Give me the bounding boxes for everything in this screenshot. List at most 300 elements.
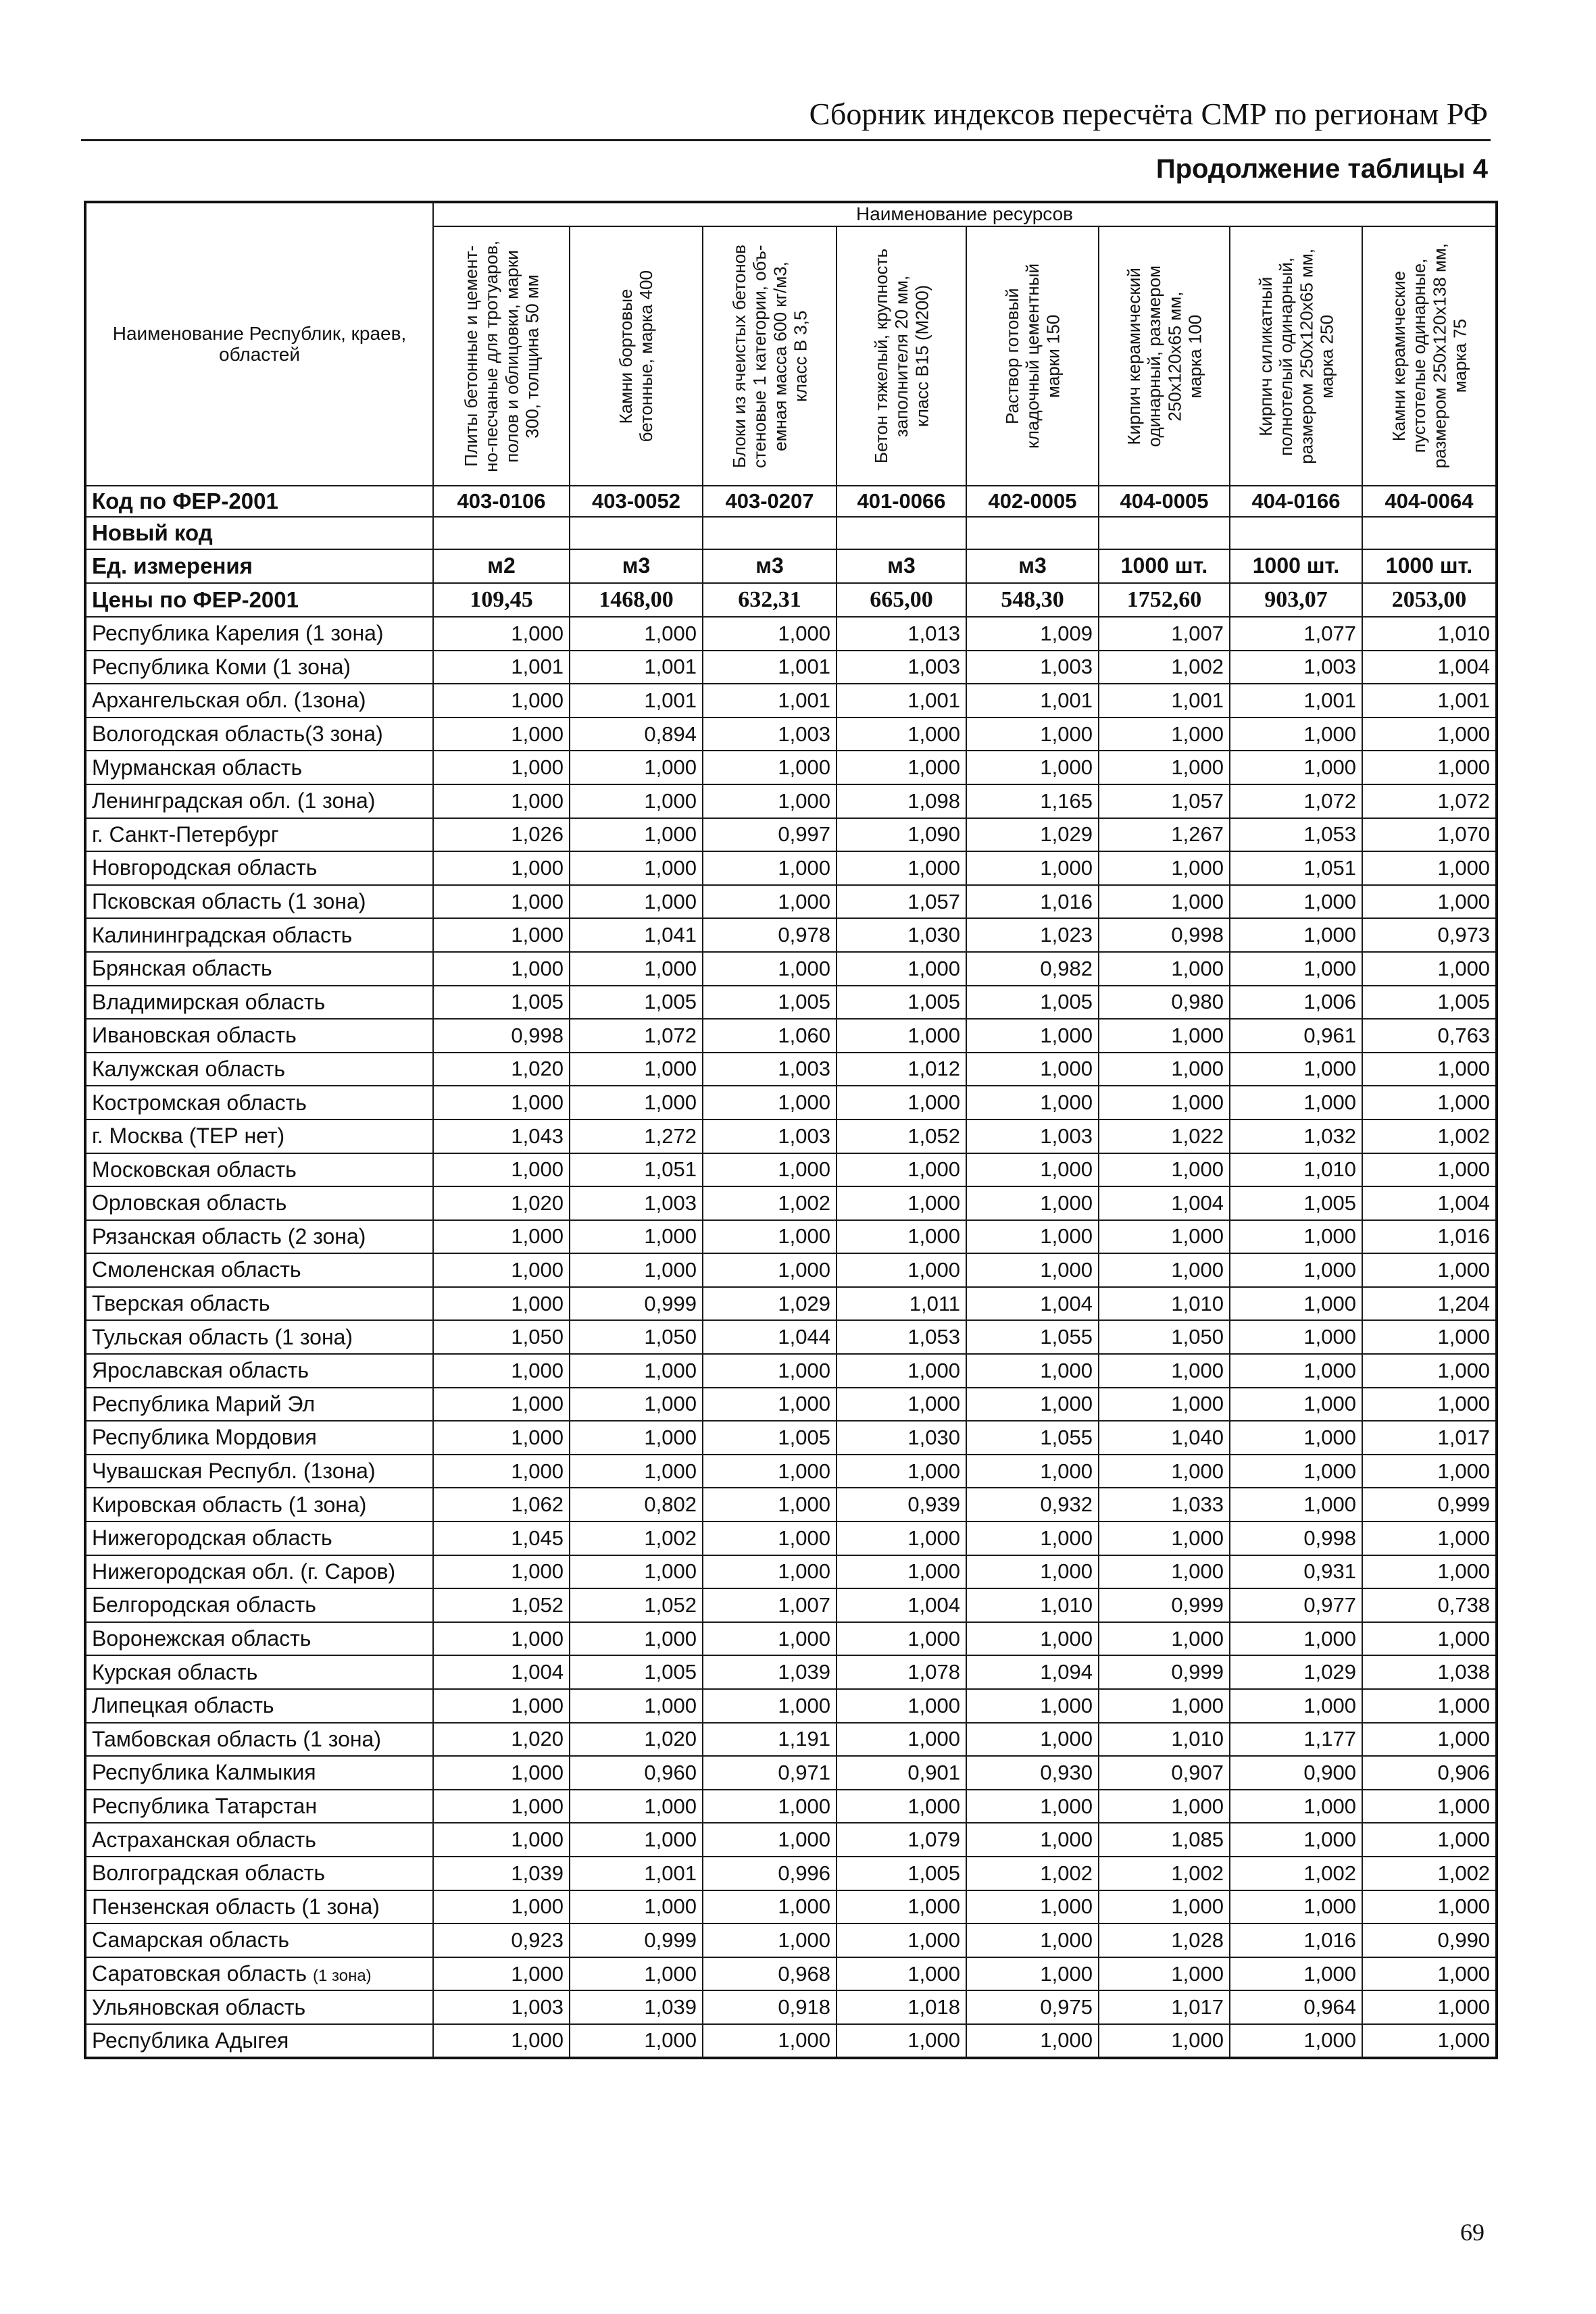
region-name: Курская область [92,1659,258,1684]
coefficient-cell: 1,003 [966,1120,1099,1153]
coefficient-cell: 1,000 [1362,952,1497,986]
coefficient-cell: 1,072 [1230,784,1362,818]
region-name: Вологодская область(3 зона) [92,721,383,746]
coefficient-cell: 1,044 [703,1320,837,1354]
resource-name [871,249,932,463]
coefficient-cell: 1,000 [966,2024,1099,2058]
coefficient-cell: 1,010 [1362,617,1497,651]
region-cell [85,1622,433,1656]
price-cell: 548,30 [966,583,1099,617]
coefficient-cell: 1,018 [837,1990,966,2024]
coefficient-cell: 1,005 [1362,986,1497,1020]
coefficient-cell: 1,003 [570,1186,703,1220]
coefficient-cell: 1,057 [1099,784,1230,818]
coefficient-cell: 1,000 [703,1388,837,1422]
coefficient-cell: 1,000 [837,1521,966,1555]
coefficient-cell: 1,000 [837,1186,966,1220]
coefficient-cell: 1,070 [1362,818,1497,852]
unit-cell: м3 [966,549,1099,583]
region-cell [85,1153,433,1187]
coefficient-cell: 1,000 [570,1053,703,1086]
coefficient-cell: 1,000 [1362,1689,1497,1723]
coefficient-cell: 1,020 [433,1053,570,1086]
region-cell [85,1723,433,1757]
resources-header-row [85,202,1497,226]
coefficient-cell: 1,098 [837,784,966,818]
coefficient-cell: 1,000 [966,718,1099,751]
coefficient-cell: 1,000 [1230,1689,1362,1723]
price-label: Цены по ФЕР-2001 [85,583,433,617]
coefficient-cell: 1,000 [1099,1455,1230,1488]
coefficient-cell: 1,000 [966,1455,1099,1488]
region-name: Чувашская Республ. (1зона) [92,1459,376,1484]
coefficient-cell: 0,802 [570,1488,703,1521]
fer-code-label: Код по ФЕР-2001 [85,486,433,517]
resource-header-cell [1099,226,1230,486]
coefficient-cell: 1,000 [570,1555,703,1589]
coefficient-cell: 1,000 [570,751,703,784]
coefficient-cell: 1,000 [1230,1388,1362,1422]
resource-name-line: емная масса 600 кг/м3, [770,261,790,451]
coefficient-cell: 1,000 [1099,1521,1230,1555]
coefficient-cell: 1,050 [1099,1320,1230,1354]
coefficient-cell: 1,001 [1230,684,1362,718]
region-cell [85,718,433,751]
resource-header-cell [570,226,703,486]
region-cell [85,1890,433,1924]
coefficient-cell: 1,000 [433,918,570,952]
coefficient-cell: 1,000 [1099,1689,1230,1723]
resource-name-line: марка 250 [1316,314,1337,398]
coefficient-cell: 1,000 [966,851,1099,885]
table-row [85,1756,1497,1790]
coefficient-cell: 1,000 [703,851,837,885]
region-name: Белгородская область [92,1592,316,1617]
coefficient-cell: 1,010 [1230,1153,1362,1187]
resource-name-line: марка 100 [1184,314,1205,398]
coefficient-cell: 1,000 [570,1790,703,1823]
coefficient-cell: 1,000 [433,1153,570,1187]
coefficient-cell: 1,000 [1362,2024,1497,2058]
coefficient-cell: 1,000 [433,952,570,986]
coefficient-cell: 1,017 [1362,1421,1497,1455]
coefficient-cell: 1,000 [966,1153,1099,1187]
coefficient-cell: 1,005 [1230,1186,1362,1220]
region-name: Тамбовская область (1 зона) [92,1726,381,1751]
coefficient-cell: 1,000 [703,1555,837,1589]
region-name: Ленинградская обл. (1 зона) [92,788,376,813]
region-name: Калужская область [92,1056,286,1081]
region-cell [85,1521,433,1555]
table-row [85,1555,1497,1589]
coefficient-cell: 1,000 [1230,885,1362,919]
coefficient-cell: 1,000 [433,1455,570,1488]
resource-name [1002,263,1063,449]
table-row [85,1890,1497,1924]
coefficient-cell: 1,000 [703,952,837,986]
region-cell [85,1220,433,1254]
new-code-cell [703,517,837,549]
coefficient-cell: 1,000 [570,1622,703,1656]
coefficient-cell: 1,010 [1099,1723,1230,1757]
resource-name-line: размером 250х120х138 мм, [1429,243,1450,469]
coefficient-cell: 1,000 [966,1823,1099,1857]
coefficient-cell: 1,191 [703,1723,837,1757]
coefficient-cell: 1,000 [966,1354,1099,1388]
region-name: Владимирская область [92,989,326,1014]
coefficient-cell: 1,000 [433,1220,570,1254]
region-name: Архангельская обл. (1зона) [92,688,366,713]
coefficient-cell: 1,023 [966,918,1099,952]
table-row [85,1320,1497,1354]
table-row [85,1588,1497,1622]
coefficient-cell: 0,999 [570,1923,703,1957]
coefficient-cell: 1,000 [433,751,570,784]
coefficient-cell: 1,003 [837,651,966,684]
coefficient-cell: 1,000 [433,1689,570,1723]
coefficient-cell: 1,030 [837,918,966,952]
unit-row [85,549,1497,583]
coefficient-cell: 1,000 [1099,1388,1230,1422]
fer-code-cell: 403-0106 [433,486,570,517]
new-code-cell [1362,517,1497,549]
new-code-label: Новый код [85,517,433,549]
coefficient-cell: 0,900 [1230,1756,1362,1790]
region-name: Мурманская область [92,755,303,780]
region-cell [85,617,433,651]
coefficient-cell: 0,901 [837,1756,966,1790]
coefficient-cell: 1,000 [433,1287,570,1321]
coefficient-cell: 1,000 [1099,718,1230,751]
resource-name-line: Блоки из ячеистых бетонов [728,244,749,468]
coefficient-cell: 1,000 [837,1890,966,1924]
region-name: Нижегородская область [92,1526,332,1551]
region-cell [85,1555,433,1589]
coefficient-cell: 1,090 [837,818,966,852]
coefficient-cell: 1,051 [1230,851,1362,885]
coefficient-cell: 1,000 [1099,751,1230,784]
unit-cell: 1000 шт. [1230,549,1362,583]
coefficient-cell: 1,000 [1099,1220,1230,1254]
coefficient-cell: 1,000 [966,1253,1099,1287]
coefficient-cell: 1,000 [433,851,570,885]
region-cell [85,1053,433,1086]
region-cell [85,1120,433,1153]
resource-name-line: полов и облицовки, марки [501,249,522,463]
region-name: Московская область [92,1157,297,1182]
coefficient-cell: 1,002 [703,1186,837,1220]
region-name: Республика Марий Эл [92,1391,316,1416]
resource-name-line: класс В15 (М200) [912,284,932,428]
coefficient-cell: 1,000 [703,1354,837,1388]
resource-name-line: Бетон тяжелый, крупность [870,248,891,464]
fer-code-cell: 404-0064 [1362,486,1497,517]
coefficient-cell: 1,000 [837,1220,966,1254]
coefficient-cell: 1,041 [570,918,703,952]
coefficient-cell: 1,000 [703,1890,837,1924]
table-row [85,718,1497,751]
coefficient-cell: 1,003 [703,718,837,751]
price-cell: 2053,00 [1362,583,1497,617]
coefficient-cell: 1,000 [1362,1890,1497,1924]
region-name: Воронежская область [92,1626,311,1651]
coefficient-cell: 1,007 [703,1588,837,1622]
coefficient-cell: 1,060 [703,1019,837,1053]
region-name: Пензенская область (1 зона) [92,1894,380,1919]
region-zone-note: (1 зона) [312,1966,372,1985]
new-code-cell [433,517,570,549]
new-code-cell [1230,517,1362,549]
coefficient-cell: 0,894 [570,718,703,751]
coefficient-cell: 1,000 [703,2024,837,2058]
region-cell [85,751,433,784]
coefficient-cell: 1,000 [966,1388,1099,1422]
table-row [85,1823,1497,1857]
region-name: Калининградская область [92,922,353,947]
coefficient-cell: 1,000 [1230,1455,1362,1488]
coefficient-cell: 0,980 [1099,986,1230,1020]
region-name: Тверская область [92,1291,270,1316]
coefficient-cell: 1,000 [1099,1153,1230,1187]
regional-index-table [84,201,1498,2059]
coefficient-cell: 1,000 [837,1790,966,1823]
new-code-cell [966,517,1099,549]
coefficient-cell: 1,000 [1362,1521,1497,1555]
coefficient-cell: 1,000 [837,1622,966,1656]
region-name: Астраханская область [92,1827,316,1852]
coefficient-cell: 1,016 [1362,1220,1497,1254]
coefficient-cell: 1,004 [1099,1186,1230,1220]
coefficient-cell: 1,165 [966,784,1099,818]
region-header-line: областей [219,343,300,365]
region-name: Ивановская область [92,1023,297,1048]
coefficient-cell: 1,003 [703,1053,837,1086]
table-row [85,1923,1497,1957]
coefficient-cell: 1,000 [1099,851,1230,885]
resource-name [1389,243,1470,468]
coefficient-cell: 1,000 [1362,1320,1497,1354]
coefficient-cell: 1,000 [966,1923,1099,1957]
coefficient-cell: 1,045 [433,1521,570,1555]
table-row [85,2024,1497,2058]
coefficient-cell: 1,000 [837,718,966,751]
coefficient-cell: 1,000 [570,1823,703,1857]
table-row [85,851,1497,885]
region-cell [85,1488,433,1521]
coefficient-cell: 1,000 [703,1790,837,1823]
coefficient-cell: 1,016 [1230,1923,1362,1957]
resource-name-line: полнотелый одинарный, [1275,257,1296,455]
coefficient-cell: 1,050 [433,1320,570,1354]
coefficient-cell: 1,000 [570,1689,703,1723]
price-cell: 1468,00 [570,583,703,617]
coefficient-cell: 1,000 [570,617,703,651]
region-cell [85,1990,433,2024]
coefficient-cell: 1,000 [966,1186,1099,1220]
coefficient-cell: 1,000 [703,1622,837,1656]
coefficient-cell: 1,000 [1230,1220,1362,1254]
resource-header-wrap [570,228,702,484]
table-row [85,684,1497,718]
collection-title: Сборник индексов пересчёта СМР по регионам РФ [809,97,1488,131]
coefficient-cell: 1,000 [703,751,837,784]
coefficient-cell: 1,001 [703,651,837,684]
table-row [85,1086,1497,1120]
fer-code-cell: 403-0052 [570,486,703,517]
region-name: Псковская область (1 зона) [92,888,366,913]
coefficient-cell: 1,000 [433,1086,570,1120]
region-cell [85,2024,433,2058]
table-row [85,918,1497,952]
region-cell [85,1388,433,1422]
coefficient-cell: 1,052 [570,1588,703,1622]
coefficient-cell: 0,960 [570,1756,703,1790]
coefficient-cell: 1,000 [837,2024,966,2058]
coefficient-cell: 1,000 [433,1388,570,1422]
table-row [85,818,1497,852]
coefficient-cell: 1,000 [1099,1354,1230,1388]
coefficient-cell: 1,000 [433,1253,570,1287]
resource-name-line: бетонные, марка 400 [636,270,657,443]
coefficient-cell: 0,930 [966,1756,1099,1790]
coefficient-cell: 1,000 [570,885,703,919]
coefficient-cell: 1,005 [570,1655,703,1689]
coefficient-cell: 1,043 [433,1120,570,1153]
coefficient-cell: 1,000 [1362,1957,1497,1991]
coefficient-cell: 1,000 [837,851,966,885]
coefficient-cell: 1,000 [837,1388,966,1422]
resource-name [616,270,656,442]
coefficient-cell: 0,923 [433,1923,570,1957]
unit-label: Ед. измерения [85,549,433,583]
table-row [85,1019,1497,1053]
coefficient-cell: 1,000 [433,1823,570,1857]
coefficient-cell: 1,000 [1362,1354,1497,1388]
table-row [85,1287,1497,1321]
coefficient-cell: 1,000 [1362,1790,1497,1823]
coefficient-cell: 1,000 [966,1220,1099,1254]
table-row [85,1790,1497,1823]
coefficient-cell: 1,020 [433,1186,570,1220]
resource-name-line: пустотелые одинарные, [1408,259,1429,453]
fer-code-cell: 404-0166 [1230,486,1362,517]
coefficient-cell: 1,055 [966,1421,1099,1455]
region-name: Ярославская область [92,1358,309,1383]
coefficient-cell: 1,000 [837,1957,966,1991]
region-cell [85,784,433,818]
coefficient-cell: 1,030 [837,1421,966,1455]
region-name: Волгоградская область [92,1861,326,1886]
coefficient-cell: 1,004 [966,1287,1099,1321]
region-name: Брянская область [92,956,272,981]
coefficient-cell: 1,079 [837,1823,966,1857]
coefficient-cell: 1,009 [966,617,1099,651]
coefficient-cell: 1,029 [1230,1655,1362,1689]
coefficient-cell: 1,052 [433,1588,570,1622]
coefficient-cell: 1,020 [433,1723,570,1757]
table-row [85,1153,1497,1187]
coefficient-cell: 1,000 [703,885,837,919]
coefficient-cell: 1,000 [966,1521,1099,1555]
coefficient-cell: 0,931 [1230,1555,1362,1589]
region-name: Кировская область (1 зона) [92,1492,367,1517]
coefficient-cell: 1,000 [570,784,703,818]
coefficient-cell: 1,000 [966,1086,1099,1120]
coefficient-cell: 1,000 [1099,1957,1230,1991]
coefficient-cell: 1,020 [570,1723,703,1757]
coefficient-cell: 0,999 [1362,1488,1497,1521]
coefficient-cell: 1,003 [703,1120,837,1153]
resource-name-line: Кирпич силикатный [1255,276,1276,436]
coefficient-cell: 0,990 [1362,1923,1497,1957]
coefficient-cell: 1,000 [703,1253,837,1287]
coefficient-cell: 1,010 [1099,1287,1230,1321]
region-name: Самарская область [92,1928,290,1953]
region-cell [85,1790,433,1823]
region-cell [85,1320,433,1354]
coefficient-cell: 1,000 [1099,2024,1230,2058]
coefficient-cell: 1,013 [837,617,966,651]
coefficient-cell: 1,000 [1362,751,1497,784]
coefficient-cell: 1,002 [1362,1857,1497,1890]
coefficient-cell: 1,000 [966,1890,1099,1924]
region-cell [85,885,433,919]
coefficient-cell: 1,005 [570,986,703,1020]
coefficient-cell: 1,001 [837,684,966,718]
coefficient-cell: 1,000 [1230,1488,1362,1521]
resource-name-line: 250х120х65 мм, [1164,291,1184,421]
coefficient-cell: 1,039 [703,1655,837,1689]
table-row [85,986,1497,1020]
coefficient-cell: 1,000 [1099,1019,1230,1053]
region-name: Ульяновская область [92,1994,306,2019]
coefficient-cell: 1,072 [1362,784,1497,818]
coefficient-cell: 1,000 [1362,1990,1497,2024]
region-cell [85,1689,433,1723]
coefficient-cell: 1,000 [433,617,570,651]
coefficient-cell: 1,000 [966,751,1099,784]
coefficient-cell: 1,010 [966,1588,1099,1622]
coefficient-cell: 0,971 [703,1756,837,1790]
region-name: Республика Татарстан [92,1793,318,1818]
coefficient-cell: 1,012 [837,1053,966,1086]
resource-header-cell [837,226,966,486]
coefficient-cell: 1,000 [570,1890,703,1924]
table-row [85,1622,1497,1656]
table-row [85,1053,1497,1086]
region-cell [85,986,433,1020]
coefficient-cell: 1,001 [570,1857,703,1890]
region-name: Республика Мордовия [92,1425,317,1450]
coefficient-cell: 1,002 [1230,1857,1362,1890]
coefficient-cell: 1,000 [966,1555,1099,1589]
table-row [85,1488,1497,1521]
price-cell: 109,45 [433,583,570,617]
coefficient-cell: 1,000 [433,1421,570,1455]
coefficient-cell: 1,000 [1230,1053,1362,1086]
coefficient-cell: 0,998 [1099,918,1230,952]
coefficient-cell: 1,000 [837,1689,966,1723]
resource-name-line: кладочный цементный [1022,263,1043,449]
coefficient-cell: 1,000 [1230,918,1362,952]
region-name: Орловская область [92,1190,287,1215]
coefficient-cell: 1,000 [570,1220,703,1254]
coefficient-cell: 1,004 [1362,651,1497,684]
resource-name-line: заполнителя 20 мм, [891,275,912,437]
table-row [85,1455,1497,1488]
table-row [85,1120,1497,1153]
region-name: Республика Адыгея [92,2028,289,2053]
